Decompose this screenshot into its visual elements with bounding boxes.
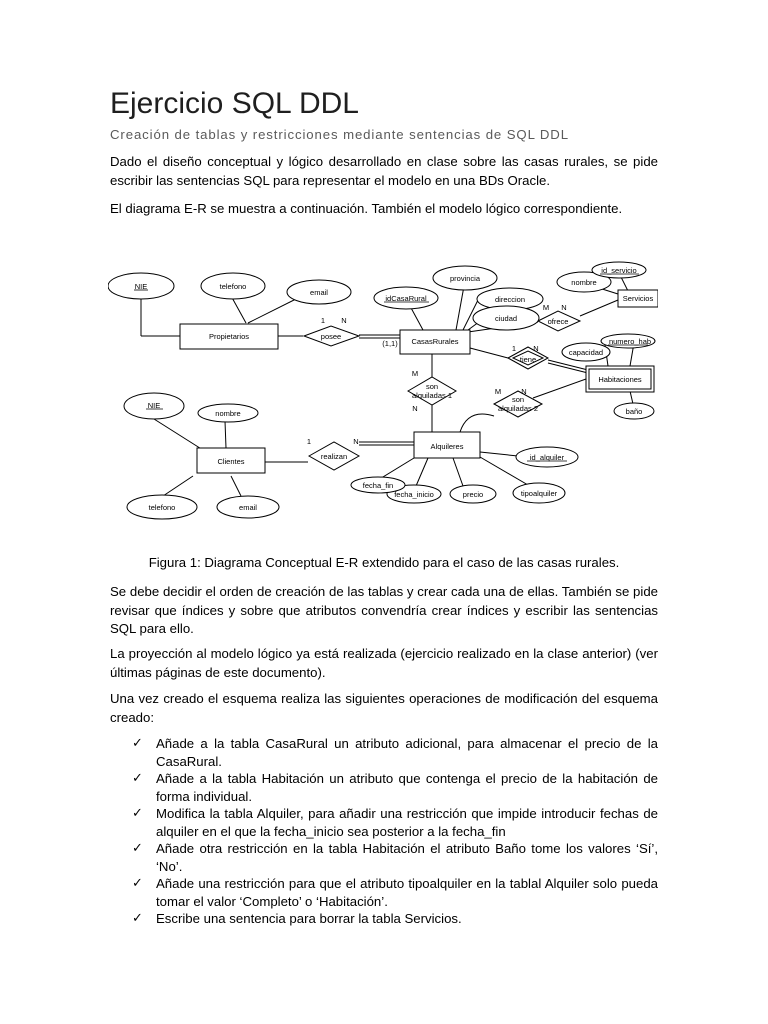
task-item: ✓ Añade a la tabla Habitación un atributo que contenga el precio de la habitación de forma individual. (132, 771, 658, 804)
edge-sa2-alquileres (460, 414, 494, 432)
card-tiene-1: 1 (511, 344, 517, 353)
task-item: ✓ Añade una restricción para que el atributo tipoalquiler en la tablal Alquiler solo pueda tomar el valor ‘Completo’ o ‘Habitación’. (132, 876, 658, 909)
er-diagram (108, 258, 658, 543)
edge-alquileres-precio (453, 458, 463, 486)
edge-habitaciones-sa2 (533, 379, 586, 398)
card-tiene-n: N (533, 344, 539, 353)
label-email-propietarios: email (310, 288, 328, 297)
paragraph-proyeccion: La proyección al modelo lógico ya está realizada (ejercicio realizado en la clase anterior) (ver últimas páginas de este documento). (110, 646, 658, 680)
label-clientes: Clientes (217, 457, 245, 466)
label-son-alquiladas-1-a: son (425, 382, 439, 391)
label-id-alquiler: id_alquiler (529, 453, 565, 462)
label-email-clientes: email (239, 503, 257, 512)
label-posee: posee (320, 332, 342, 341)
label-fecha-inicio: fecha_inicio (394, 490, 434, 499)
checkmark-icon: ✓ (132, 841, 143, 856)
checkmark-icon: ✓ (132, 876, 143, 891)
label-nie-propietarios: NIE (134, 282, 148, 291)
edge-idcasa-casas (410, 306, 423, 330)
label-habitaciones: Habitaciones (598, 375, 642, 384)
edge-habitaciones-bano (630, 391, 633, 404)
document-title: Ejercicio SQL DDL (110, 87, 359, 120)
card-realizan-n: N (353, 437, 359, 446)
label-realizan: realizan (320, 452, 348, 461)
checkmark-icon: ✓ (132, 911, 143, 926)
card-ofrece-m: M (542, 303, 550, 312)
label-id-servicio: id_servicio (601, 266, 637, 275)
card-ofrece-n: N (561, 303, 567, 312)
label-nombre-servicios: nombre (571, 278, 597, 287)
card-posee-1: 1 (320, 316, 326, 325)
edge-ofrece-servicios (580, 300, 618, 316)
task-item: ✓ Modifica la tabla Alquiler, para añadir una restricción que impide introducir fechas de alquiler en el que la fecha_inicio sea posterior a la fecha_fin (132, 806, 658, 839)
label-telefono-clientes: telefono (148, 503, 176, 512)
checkmark-icon: ✓ (132, 806, 143, 821)
label-alquileres: Alquileres (430, 442, 464, 451)
label-bano: baño (625, 407, 643, 416)
checkmark-icon: ✓ (132, 771, 143, 786)
label-tipoalquiler: tipoalquiler (520, 489, 558, 498)
paragraph-operaciones: Una vez creado el esquema realiza las siguientes operaciones de modificación del esquema creado: (110, 691, 658, 725)
card-posee-n: N (341, 316, 347, 325)
checkmark-icon: ✓ (132, 736, 143, 751)
task-item: ✓ Añade a la tabla CasaRural un atributo adicional, para almacenar el precio de la CasaRural. (132, 736, 658, 769)
edge-alquileres-idalquiler (480, 452, 518, 456)
card-posee-11: (1,1) (382, 339, 398, 348)
edge-nombre-clientes (225, 421, 226, 448)
edge-clientes-telefono (163, 476, 193, 496)
edge-alquileres-fechainicio (416, 458, 428, 486)
intro-paragraph-1: Dado el diseño conceptual y lógico desarrollado en clase sobre las casas rurales, se pide escribir las sentencias SQL para representar el modelo en una BDs Oracle. (110, 154, 658, 188)
label-provincia: provincia (449, 274, 481, 283)
task-item: ✓ Añade otra restricción en la tabla Habitación el atributo Baño tome los valores ‘Sí’, ‘No’. (132, 841, 658, 874)
label-tiene: tiene (519, 355, 537, 364)
paragraph-orden-tablas: Se debe decidir el orden de creación de las tablas y crear cada una de ellas. También se pide revisar que índices y sobre que atributos convendría crear índices y escribir las sentencias SQL para ello. (110, 584, 658, 636)
label-telefono-propietarios: telefono (219, 282, 247, 291)
task-item: ✓ Escribe una sentencia para borrar la tabla Servicios. (132, 911, 462, 926)
label-propietarios: Propietarios (208, 332, 250, 341)
label-son-alquiladas-2-a: son (511, 395, 525, 404)
card-sa2-m: M (494, 387, 502, 396)
edge-nie-clientes (154, 419, 203, 450)
document-subtitle: Creación de tablas y restricciones mediante sentencias de SQL DDL (110, 127, 569, 142)
card-sa1-m: M (411, 369, 419, 378)
edge-provincia-casas (456, 286, 464, 330)
label-casas-rurales: CasasRurales (411, 337, 459, 346)
label-direccion: direccion (494, 295, 526, 304)
label-idcasarural: idCasaRural (385, 294, 427, 303)
card-sa1-n: N (412, 404, 418, 413)
label-nombre-clientes: nombre (215, 409, 241, 418)
label-ciudad: ciudad (494, 314, 518, 323)
label-ofrece: ofrece (547, 317, 569, 326)
edge-email-propietarios (248, 298, 298, 323)
label-son-alquiladas-2-b: alquiladas 2 (497, 404, 539, 413)
label-fecha-fin: fecha_fin (362, 481, 394, 490)
label-precio: precio (462, 490, 484, 499)
label-nie-clientes: NIE (147, 401, 161, 410)
label-numero-hab: numero_hab (608, 337, 652, 346)
edge-clientes-email (231, 476, 241, 496)
label-son-alquiladas-1-b: alquiladas 1 (411, 391, 453, 400)
figure-caption: Figura 1: Diagrama Conceptual E-R extendido para el caso de las casas rurales. (148, 555, 620, 570)
label-servicios: Servicios (622, 294, 654, 303)
intro-paragraph-2: El diagrama E-R se muestra a continuación. También el modelo lógico correspondiente. (110, 201, 623, 216)
task-list (132, 735, 658, 928)
card-realizan-1: 1 (306, 437, 312, 446)
edge-casas-tiene (470, 348, 508, 358)
label-capacidad: capacidad (568, 348, 604, 357)
card-sa2-n: N (521, 387, 527, 396)
